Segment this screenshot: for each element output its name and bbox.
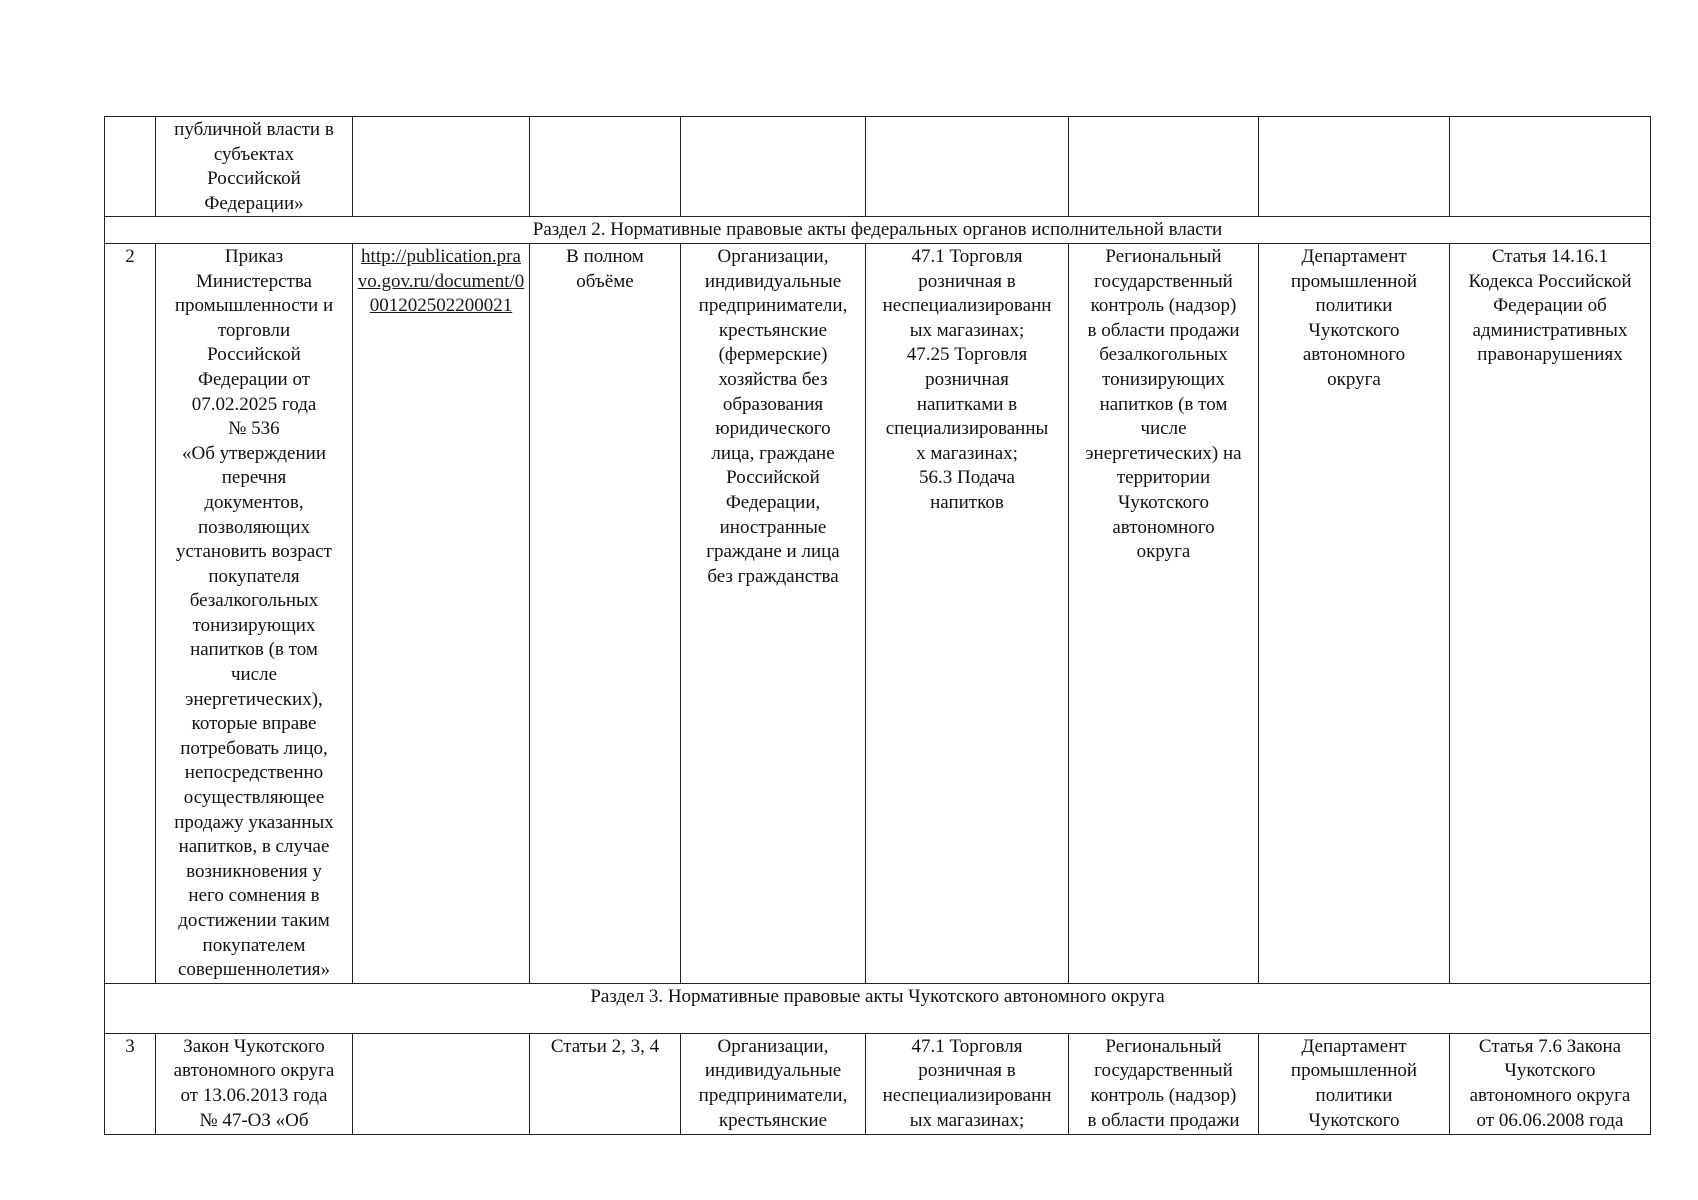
- control-cell: [1069, 243, 1259, 983]
- scope-text: В полном объёме: [566, 245, 644, 292]
- activity-cell: [866, 1033, 1069, 1134]
- liability-cell: [1450, 117, 1651, 217]
- num-cell: 3: [105, 1033, 156, 1134]
- act-title: публичной власти в субъектах Российской Федерации»: [174, 119, 334, 214]
- num-cell: 2: [105, 243, 156, 983]
- act-title: Приказ Министерства промышленности и торговли Российской Федерации от 07.02.2025 года № 536 «Об утверждении перечня документов, позволяющих установить возраст покупателя безалкогольных тонизирующих напитков (в том числе энергетических), которые вправе потребовать лицо, непосредственно осуществляющее продажу указанных напитков, в случае возникновения у него сомнения в достижении таким покупателем совершеннолетия»: [174, 245, 334, 981]
- activity-cell: [866, 243, 1069, 983]
- link-cell: [353, 1033, 530, 1134]
- authority-cell: [1259, 1033, 1450, 1134]
- section-heading: Раздел 3. Нормативные правовые акты Чукотского автономного округа: [105, 983, 1651, 1033]
- scope-text: Статьи 2, 3, 4: [550, 1035, 660, 1057]
- liability-cell: [1450, 1033, 1651, 1134]
- act-title: Закон Чукотского автономного округа от 13.06.2013 года № 47-ОЗ «Об: [173, 1035, 335, 1131]
- subjects-cell: [681, 1033, 866, 1134]
- liability-text: Статья 7.6 Закона Чукотского автономного округа от 06.06.2008 года: [1469, 1035, 1631, 1131]
- table-row: [105, 1033, 1651, 1134]
- authority-text: Департамент промышленной политики Чукотского автономного округа: [1290, 245, 1418, 390]
- authority-text: Департамент промышленной политики Чукотского: [1290, 1035, 1418, 1131]
- table-row: [105, 117, 1651, 217]
- control-text: Региональный государственный контроль (надзор) в области продажи безалкогольных тонизирующих напитков (в том числе энергетических) на территории Чукотского автономного округа: [1085, 245, 1242, 563]
- liability-text: Статья 14.16.1 Кодекса Российской Федерации об административных правонарушениях: [1468, 245, 1632, 366]
- activity-text: 47.1 Торговля розничная в неспециализированн ых магазинах; 47.25 Торговля розничная напитками в специализированны х магазинах; 56.3 Подача напитков: [882, 245, 1052, 513]
- link-cell: [353, 117, 530, 217]
- subjects-text: Организации, индивидуальные предприниматели, крестьянские (фермерские) хозяйства без образования юридического лица, граждане Российской Федерации, иностранные граждане и лица без гражданства: [698, 245, 848, 587]
- legal-acts-table: [104, 116, 1651, 1135]
- scope-cell: [530, 117, 681, 217]
- section-heading-row: [105, 983, 1651, 1033]
- control-cell: [1069, 117, 1259, 217]
- table-row: [105, 243, 1651, 983]
- activity-cell: [866, 117, 1069, 217]
- title-cell: [156, 1033, 353, 1134]
- section-heading-row: [105, 217, 1651, 244]
- authority-cell: [1259, 243, 1450, 983]
- section-heading: Раздел 2. Нормативные правовые акты федеральных органов исполнительной власти: [105, 217, 1651, 244]
- link-cell: [353, 243, 530, 983]
- authority-cell: [1259, 117, 1450, 217]
- activity-text: 47.1 Торговля розничная в неспециализированн ых магазинах;: [882, 1035, 1052, 1131]
- control-cell: [1069, 1033, 1259, 1134]
- document-link[interactable]: http://publication.pravo.gov.ru/document/0001202502200021: [357, 245, 525, 317]
- scope-cell: [530, 1033, 681, 1134]
- title-cell: [156, 243, 353, 983]
- subjects-cell: [681, 117, 866, 217]
- subjects-cell: [681, 243, 866, 983]
- scope-cell: [530, 243, 681, 983]
- title-cell: [156, 117, 353, 217]
- subjects-text: Организации, индивидуальные предприниматели, крестьянские: [698, 1035, 848, 1131]
- num-cell: [105, 117, 156, 217]
- liability-cell: [1450, 243, 1651, 983]
- control-text: Региональный государственный контроль (надзор) в области продажи: [1087, 1035, 1240, 1131]
